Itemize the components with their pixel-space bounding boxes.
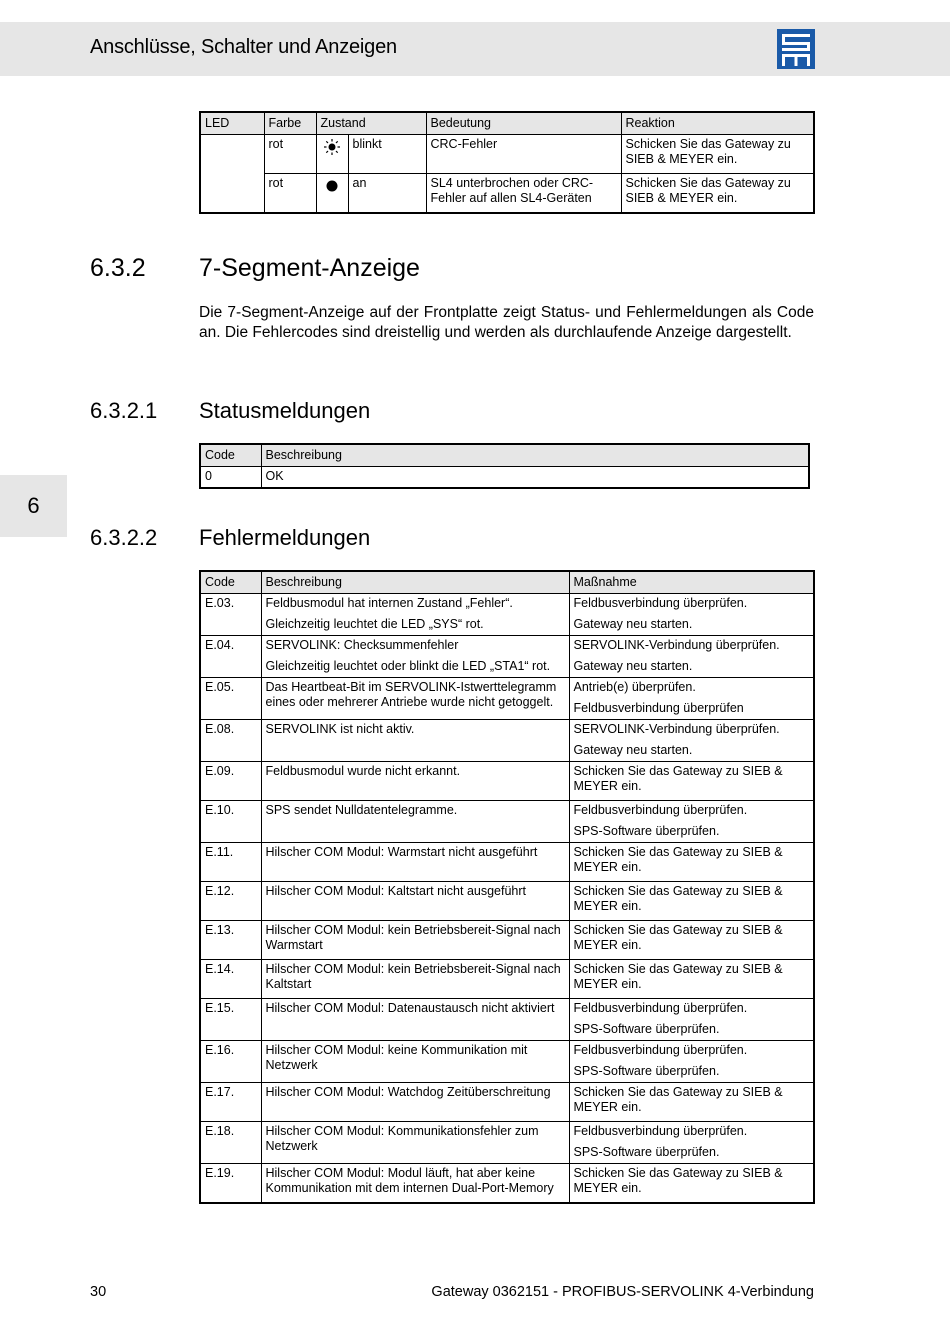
code-cell: E.05. [200, 678, 261, 720]
zustand-col-header: Zustand [316, 112, 426, 135]
subsection-title: Fehlermeldungen [199, 525, 371, 550]
massnahme-line: SPS-Software überprüfen. [573, 1022, 720, 1036]
massnahme-line: Feldbusverbindung überprüfen. [573, 1001, 748, 1015]
sieb-meyer-logo-icon [777, 29, 815, 69]
table-row [200, 135, 814, 174]
massnahme-line: SERVOLINK-Verbindung überprüfen. [573, 638, 780, 652]
code-cell: E.09. [200, 762, 261, 801]
massnahme-cell [569, 762, 814, 801]
beschreibung-line: Das Heartbeat-Bit im SERVOLINK-Istwerttelegramm eines oder mehrerer Antriebe wurde nicht getoggelt. [265, 680, 557, 709]
led-table [199, 111, 815, 214]
beschreibung-cell [261, 960, 569, 999]
led-cell [200, 135, 264, 213]
massnahme-line: SPS-Software überprüfen. [573, 1064, 720, 1078]
massnahme-cell [569, 1164, 814, 1203]
beschreibung-cell [261, 636, 569, 678]
beschreibung-line: Hilscher COM Modul: Datenaustausch nicht aktiviert [265, 1001, 555, 1015]
massnahme-line: Antrieb(e) überprüfen. [573, 680, 696, 694]
status-table [199, 443, 810, 489]
massnahme-line: Schicken Sie das Gateway zu SIEB & MEYER ein. [573, 923, 783, 952]
massnahme-cell [569, 594, 814, 636]
beschreibung-cell [261, 1041, 569, 1083]
reaktion-col-header: Reaktion [621, 112, 814, 135]
beschreibung-cell [261, 762, 569, 801]
table-row [200, 999, 814, 1041]
massnahme-line: Feldbusverbindung überprüfen. [573, 1043, 748, 1057]
code-cell: E.19. [200, 1164, 261, 1203]
beschreibung-cell [261, 720, 569, 762]
massnahme-cell [569, 960, 814, 999]
beschreibung-line: Gleichzeitig leuchtet oder blinkt die LED „STA1“ rot. [265, 659, 551, 673]
massnahme-line: Schicken Sie das Gateway zu SIEB & MEYER ein. [573, 845, 783, 874]
beschreibung-line: SERVOLINK ist nicht aktiv. [265, 722, 415, 736]
code-cell: E.04. [200, 636, 261, 678]
beschreibung-line: Hilscher COM Modul: kein Betriebsbereit-Signal nach Kaltstart [265, 962, 561, 991]
code-col-header: Code [200, 571, 261, 594]
massnahme-line: Gateway neu starten. [573, 659, 693, 673]
document-title: Gateway 0362151 - PROFIBUS-SERVOLINK 4-Verbindung [431, 1284, 814, 1300]
beschreibung-line: Hilscher COM Modul: Warmstart nicht ausgeführt [265, 845, 538, 859]
massnahme-line: Gateway neu starten. [573, 743, 693, 757]
error-table [199, 570, 815, 1204]
farbe-cell: rot [264, 174, 316, 213]
beschreibung-line: Hilscher COM Modul: Watchdog Zeitüberschreitung [265, 1085, 551, 1099]
table-row [200, 1041, 814, 1083]
beschreibung-cell [261, 1164, 569, 1203]
table-row [200, 594, 814, 636]
code-col-header: Code [200, 444, 261, 467]
massnahme-cell [569, 678, 814, 720]
section-title: 7-Segment-Anzeige [199, 254, 420, 282]
beschreibung-cell [261, 594, 569, 636]
beschreibung-cell [261, 999, 569, 1041]
table-row [200, 1083, 814, 1122]
beschreibung-line: Feldbusmodul wurde nicht erkannt. [265, 764, 461, 778]
zustand-cell: blinkt [348, 135, 426, 174]
beschreibung-line: SPS sendet Nulldatentelegramme. [265, 803, 458, 817]
code-cell: E.15. [200, 999, 261, 1041]
beschreibung-cell [261, 1122, 569, 1164]
massnahme-line: SPS-Software überprüfen. [573, 824, 720, 838]
beschreibung-cell [261, 678, 569, 720]
massnahme-line: Schicken Sie das Gateway zu SIEB & MEYER ein. [573, 764, 783, 793]
code-cell: E.18. [200, 1122, 261, 1164]
table-row [200, 762, 814, 801]
massnahme-cell [569, 882, 814, 921]
error-table-header [200, 571, 814, 594]
reaktion-cell: Schicken Sie das Gateway zu SIEB & MEYER ein. [621, 174, 814, 213]
massnahme-cell [569, 1083, 814, 1122]
table-row [200, 467, 809, 489]
massnahme-line: SERVOLINK-Verbindung überprüfen. [573, 722, 780, 736]
table-row [200, 720, 814, 762]
section-number: 6.3.2 [90, 254, 146, 282]
reaktion-cell: Schicken Sie das Gateway zu SIEB & MEYER ein. [621, 135, 814, 174]
massnahme-line: Feldbusverbindung überprüfen. [573, 1124, 748, 1138]
code-cell: 0 [200, 467, 261, 489]
subsection-number: 6.3.2.2 [90, 525, 158, 550]
beschreibung-line: Hilscher COM Modul: Kommunikationsfehler zum Netzwerk [265, 1124, 539, 1153]
massnahme-cell [569, 843, 814, 882]
beschreibung-line: Feldbusmodul hat internen Zustand „Fehler“. [265, 596, 513, 610]
code-cell: E.17. [200, 1083, 261, 1122]
header-title: Anschlüsse, Schalter und Anzeigen [90, 36, 397, 58]
bedeutung-cell: CRC-Fehler [426, 135, 621, 174]
code-cell: E.03. [200, 594, 261, 636]
table-row [200, 843, 814, 882]
beschreibung-line: SERVOLINK: Checksummenfehler [265, 638, 459, 652]
code-cell: E.14. [200, 960, 261, 999]
code-cell: E.16. [200, 1041, 261, 1083]
table-row [200, 678, 814, 720]
status-table-header [200, 444, 809, 467]
beschreibung-line: Hilscher COM Modul: keine Kommunikation mit Netzwerk [265, 1043, 528, 1072]
table-row [200, 174, 814, 213]
page-number: 30 [90, 1284, 107, 1300]
massnahme-line: Gateway neu starten. [573, 617, 693, 631]
table-row [200, 801, 814, 843]
code-cell: E.08. [200, 720, 261, 762]
table-row [200, 1122, 814, 1164]
code-cell: E.11. [200, 843, 261, 882]
bedeutung-col-header: Bedeutung [426, 112, 621, 135]
section-paragraph: Die 7-Segment-Anzeige auf der Frontplatte zeigt Status- und Fehlermeldungen als Code an. Die Fehlercodes sind dreistellig und werden als durchlaufende Anzeige dargestellt. [199, 304, 814, 341]
code-cell: E.12. [200, 882, 261, 921]
table-row [200, 921, 814, 960]
massnahme-line: Feldbusverbindung überprüfen. [573, 596, 748, 610]
beschreibung-line: Hilscher COM Modul: Kaltstart nicht ausgeführt [265, 884, 527, 898]
beschreibung-col-header: Beschreibung [261, 444, 809, 467]
code-cell: E.13. [200, 921, 261, 960]
beschreibung-cell [261, 843, 569, 882]
beschreibung-cell: OK [261, 467, 809, 489]
led-col-header: LED [200, 112, 264, 135]
led-blinking-icon [316, 135, 348, 174]
zustand-cell: an [348, 174, 426, 213]
table-row [200, 636, 814, 678]
massnahme-cell [569, 1122, 814, 1164]
massnahme-line: Schicken Sie das Gateway zu SIEB & MEYER ein. [573, 884, 783, 913]
massnahme-line: Schicken Sie das Gateway zu SIEB & MEYER ein. [573, 1085, 783, 1114]
massnahme-line: SPS-Software überprüfen. [573, 1145, 720, 1159]
table-row [200, 882, 814, 921]
massnahme-line: Feldbusverbindung überprüfen [573, 701, 744, 715]
massnahme-cell [569, 1041, 814, 1083]
table-row [200, 960, 814, 999]
led-table-header [200, 112, 814, 135]
chapter-tab: 6 [0, 475, 67, 537]
beschreibung-cell [261, 882, 569, 921]
massnahme-col-header: Maßnahme [569, 571, 814, 594]
massnahme-line: Schicken Sie das Gateway zu SIEB & MEYER ein. [573, 1166, 783, 1195]
massnahme-cell [569, 720, 814, 762]
farbe-cell: rot [264, 135, 316, 174]
subsection-number: 6.3.2.1 [90, 398, 158, 423]
beschreibung-line: Hilscher COM Modul: Modul läuft, hat aber keine Kommunikation mit dem internen Dual-Port-Memory [265, 1166, 554, 1195]
massnahme-line: Schicken Sie das Gateway zu SIEB & MEYER ein. [573, 962, 783, 991]
beschreibung-col-header: Beschreibung [261, 571, 569, 594]
beschreibung-cell [261, 1083, 569, 1122]
beschreibung-line: Gleichzeitig leuchtet die LED „SYS“ rot. [265, 617, 484, 631]
massnahme-cell [569, 921, 814, 960]
massnahme-cell [569, 999, 814, 1041]
beschreibung-cell [261, 801, 569, 843]
massnahme-cell [569, 636, 814, 678]
beschreibung-line: Hilscher COM Modul: kein Betriebsbereit-Signal nach Warmstart [265, 923, 561, 952]
led-on-icon [316, 174, 348, 213]
massnahme-cell [569, 801, 814, 843]
bedeutung-cell: SL4 unterbrochen oder CRC-Fehler auf allen SL4-Geräten [426, 174, 621, 213]
farbe-col-header: Farbe [264, 112, 316, 135]
table-row [200, 1164, 814, 1203]
code-cell: E.10. [200, 801, 261, 843]
subsection-title: Statusmeldungen [199, 398, 371, 423]
massnahme-line: Feldbusverbindung überprüfen. [573, 803, 748, 817]
beschreibung-cell [261, 921, 569, 960]
